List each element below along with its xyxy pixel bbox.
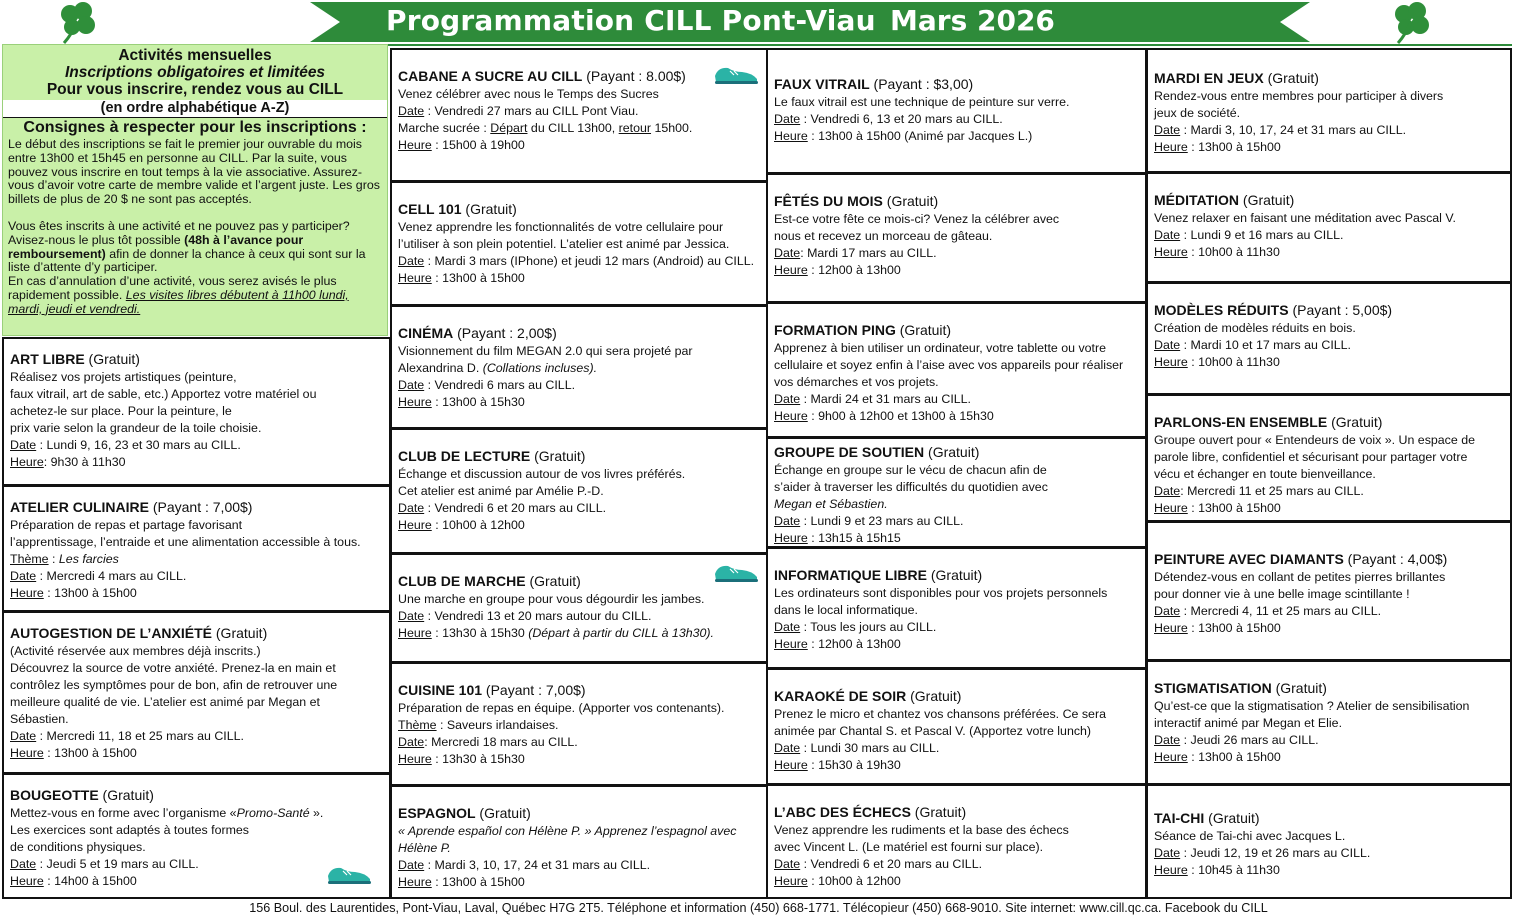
page-month: Mars 2026 <box>890 4 1055 37</box>
activity-club-de-lecture: CLUB DE LECTURE (Gratuit) Échange et discussion autour de vos livres préférés. Cet atelier est animé par Amélie P.-D. Date : Vendredi 6 et 20 mars au CILL. Heure : 10h00 à 12h00 <box>390 428 768 554</box>
activity-fetes-du-mois: FÊTÉS DU MOIS (Gratuit) Est-ce votre fête ce mois-ci? Venez la célébrer avec nous et recevez un morceau de gâteau. Date: Mardi 17 mars au CILL. Heure : 12h00 à 13h00 <box>766 173 1147 303</box>
running-shoe-icon <box>712 62 760 86</box>
activity-autogestion-anxiete: AUTOGESTION DE L’ANXIÉTÉ (Gratuit) (Activité réservée aux membres déjà inscrits.) Découvrez la source de votre anxiété. Prenez-la en main et contrôlez les symptômes pour de bon, afin de retrouver une meilleure qualité de vie. L’atelier est animé par Megan et Sébastien. Date : Mercredi 11, 18 et 25 mars au CILL. Heure : 13h00 à 15h00 <box>2 611 391 774</box>
activity-cell-101: CELL 101 (Gratuit) Venez apprendre les fonctionnalités de votre cellulaire pour l’utiliser à son plein potentiel. L’atelier est animé par Jessica. Date : Mardi 3 mars (IPhone) et jeudi 12 mars (Android) au CILL. Heure : 13h00 à 15h00 <box>390 181 768 306</box>
intro-subheading: Inscriptions obligatoires et limitées <box>64 64 326 81</box>
activity-karaoke-de-soir: KARAOKÉ DE SOIR (Gratuit) Prenez le micro et chantez vos chansons préférées. Ce sera animée par Chantal S. et Pascal V. (Apportez votre lunch) Date : Lundi 30 mars au CILL. Heure : 15h30 à 19h30 <box>766 668 1147 785</box>
activity-club-de-marche: CLUB DE MARCHE (Gratuit) Une marche en groupe pour vous dégourdir les jambes. Date : Vendredi 13 et 20 mars autour du CILL. Heure : 13h30 à 15h30 (Départ à partir du CILL à 13h30). <box>390 553 768 663</box>
activity-stigmatisation: STIGMATISATION (Gratuit) Qu’est-ce que la stigmatisation ? Atelier de sensibilisation interactif animé par Megan et Elie. Date : Jeudi 26 mars au CILL. Heure : 13h00 à 15h00 <box>1146 660 1512 785</box>
activity-formation-ping: FORMATION PING (Gratuit) Apprenez à bien utiliser un ordinateur, votre tablette ou votre cellulaire et soyez enfin à l’aise avec vos appareils pour réaliser vos démarches et vos projets. Date : Mardi 24 et 31 mars au CILL. Heure : 9h00 à 12h00 et 13h00 à 15h30 <box>766 302 1147 438</box>
activity-espagnol: ESPAGNOL (Gratuit) « Aprende español con Hélène P. » Apprenez l’espagnol avec Hélène P. Date : Mardi 3, 10, 17, 24 et 31 mars au CILL. Heure : 13h00 à 15h00 <box>390 785 768 899</box>
running-shoe-icon <box>712 560 760 584</box>
footer-contact: 156 Boul. des Laurentides, Pont-Viau, Laval, Québec H7G 2T5. Téléphone et information (450) 668-1771. Télécopieur (450) 668-9010. Site internet: www.cill.qc.ca. Facebook du CILL <box>249 901 1268 915</box>
activity-abc-des-echecs: L’ABC DES ÉCHECS (Gratuit) Venez apprendre les rudiments et la base des échecs avec Vincent L. (Le matériel est fourni sur place). Date : Vendredi 6 et 20 mars au CILL. Heure : 10h00 à 12h00 <box>766 784 1147 899</box>
running-shoe-icon <box>325 862 373 886</box>
activity-tai-chi: TAI-CHI (Gratuit) Séance de Tai-chi avec Jacques L. Date : Jeudi 12, 19 et 26 mars au CILL. Heure : 10h45 à 11h30 <box>1146 784 1512 899</box>
rules-paragraph-2: Vous êtes inscrits à une activité et ne pouvez pas y participer? Avisez-nous le plus tôt possible (48h à l’avance pour remboursement) afin de donner la chance à ceux qui sont sur la liste d’attente d’y participer. <box>8 218 366 275</box>
activity-cabane-a-sucre: CABANE A SUCRE AU CILL (Payant : 8.00$) Venez célébrer avec nous le Temps des Sucres Date : Vendredi 27 mars au CILL Pont Viau. Marche sucrée : Départ du CILL 13h00, retour 15h00. Heure : 15h00 à 19h00 <box>390 48 768 182</box>
activity-informatique-libre: INFORMATIQUE LIBRE (Gratuit) Les ordinateurs sont disponibles pour vos projets personnels dans le local informatique. Date : Tous les jours au CILL. Heure : 12h00 à 13h00 <box>766 547 1147 669</box>
activity-peinture-avec-diamants: PEINTURE AVEC DIAMANTS (Payant : 4,00$) Détendez-vous en collant de petites pierres brillantes pour donner vie à une belle image scintillante ! Date : Mercredi 4, 11 et 25 mars au CILL. Heure : 13h00 à 15h00 <box>1146 521 1512 661</box>
activity-groupe-de-soutien: GROUPE DE SOUTIEN (Gratuit) Échange en groupe sur le vécu de chacun afin de s’aider à traverser les difficultés du quotidien avec Megan et Sébastien. Date : Lundi 9 et 23 mars au CILL. Heure : 13h15 à 15h15 <box>766 437 1147 548</box>
activity-atelier-culinaire: ATELIER CULINAIRE (Payant : 7,00$) Préparation de repas et partage favorisant l’apprentissage, l’entraide et une alimentation accessible à tous. Thème : Les farcies Date : Mercredi 4 mars au CILL. Heure : 13h00 à 15h00 <box>2 485 391 612</box>
rules-paragraph-1: Le début des inscriptions se fait le premier jour ouvrable du mois entre 13h00 et 15h45 en personne au CILL. Par la suite, vous pouvez vous inscrire en tout temps à la vie associative. Assurez-vous d’avoir votre carte de membre valide et l’argent juste. Les gros billets de plus de 20 $ ne sont pas acceptés. <box>8 137 380 207</box>
header-rule <box>388 44 1512 46</box>
activity-modeles-reduits: MODÈLES RÉDUITS (Payant : 5,00$) Création de modèles réduits en bois. Date : Mardi 10 et 17 mars au CILL. Heure : 10h00 à 11h30 <box>1146 282 1512 395</box>
rules-title: Consignes à respecter pour les inscriptions : <box>3 117 387 136</box>
shamrock-icon <box>1384 0 1440 46</box>
page-title: Programmation CILL Pont-Viau <box>386 4 876 37</box>
activity-art-libre: ART LIBRE (Gratuit) Réalisez vos projets artistiques (peinture, faux vitrail, art de sable, etc.) Apportez votre matériel ou achetez-le sur place. Pour la peinture, le prix varie selon la grandeur de la toile choisie. Date : Lundi 9, 16, 23 et 30 mars au CILL. Heure: 9h30 à 11h30 <box>2 337 391 486</box>
activity-mardi-en-jeux: MARDI EN JEUX (Gratuit) Rendez-vous entre membres pour participer à divers jeux de société. Date : Mardi 3, 10, 17, 24 et 31 mars au CILL. Heure : 13h00 à 15h00 <box>1146 48 1512 173</box>
activity-bougeotte: BOUGEOTTE (Gratuit) Mettez-vous en forme avec l’organisme «Promo-Santé ». Les exercices sont adaptés à toutes formes de conditions physiques. Date : Jeudi 5 et 19 mars au CILL. Heure : 14h00 à 15h00 <box>2 773 391 899</box>
activity-cuisine-101: CUISINE 101 (Payant : 7,00$) Préparation de repas en équipe. (Apporter vos contenants). Thème : Saveurs irlandaises. Date: Mercredi 18 mars au CILL. Heure : 13h30 à 15h30 <box>390 662 768 786</box>
activity-meditation: MÉDITATION (Gratuit) Venez relaxer en faisant une méditation avec Pascal V. Date : Lundi 9 et 16 mars au CILL. Heure : 10h00 à 11h30 <box>1146 172 1512 283</box>
shamrock-icon <box>50 0 106 46</box>
activity-parlons-en-ensemble: PARLONS-EN ENSEMBLE (Gratuit) Groupe ouvert pour « Entendeurs de voix ». Un espace de parole libre, confidentiel et sécurisant pour partager votre vécu et échanger en toute bienveillance. Date: Mercredi 11 et 25 mars au CILL. Heure : 13h00 à 15h00 <box>1146 394 1512 522</box>
intro-order: (en ordre alphabétique A-Z) <box>3 100 387 117</box>
intro-register: Pour vous inscrire, rendez vous au CILL <box>46 81 344 98</box>
rules-paragraph-3: En cas d’annulation d’une activité, vous serez avisés le plus rapidement possible. Les visites libres débutent à 11h00 lundi, mardi, jeudi et vendredi. <box>8 274 349 316</box>
activity-cinema: CINÉMA (Payant : 2,00$) Visionnement du film MEGAN 2.0 qui sera projeté par Alexandrina D. (Collations incluses). Date : Vendredi 6 mars au CILL. Heure : 13h00 à 15h30 <box>390 305 768 429</box>
activity-faux-vitrail: FAUX VITRAIL (Payant : $3,00) Le faux vitrail est une technique de peinture sur verre. Date : Vendredi 6, 13 et 20 mars au CILL. Heure : 13h00 à 15h00 (Animé par Jacques L.) <box>766 48 1147 174</box>
intro-panel <box>2 44 388 336</box>
intro-heading: Activités mensuelles <box>118 47 272 64</box>
